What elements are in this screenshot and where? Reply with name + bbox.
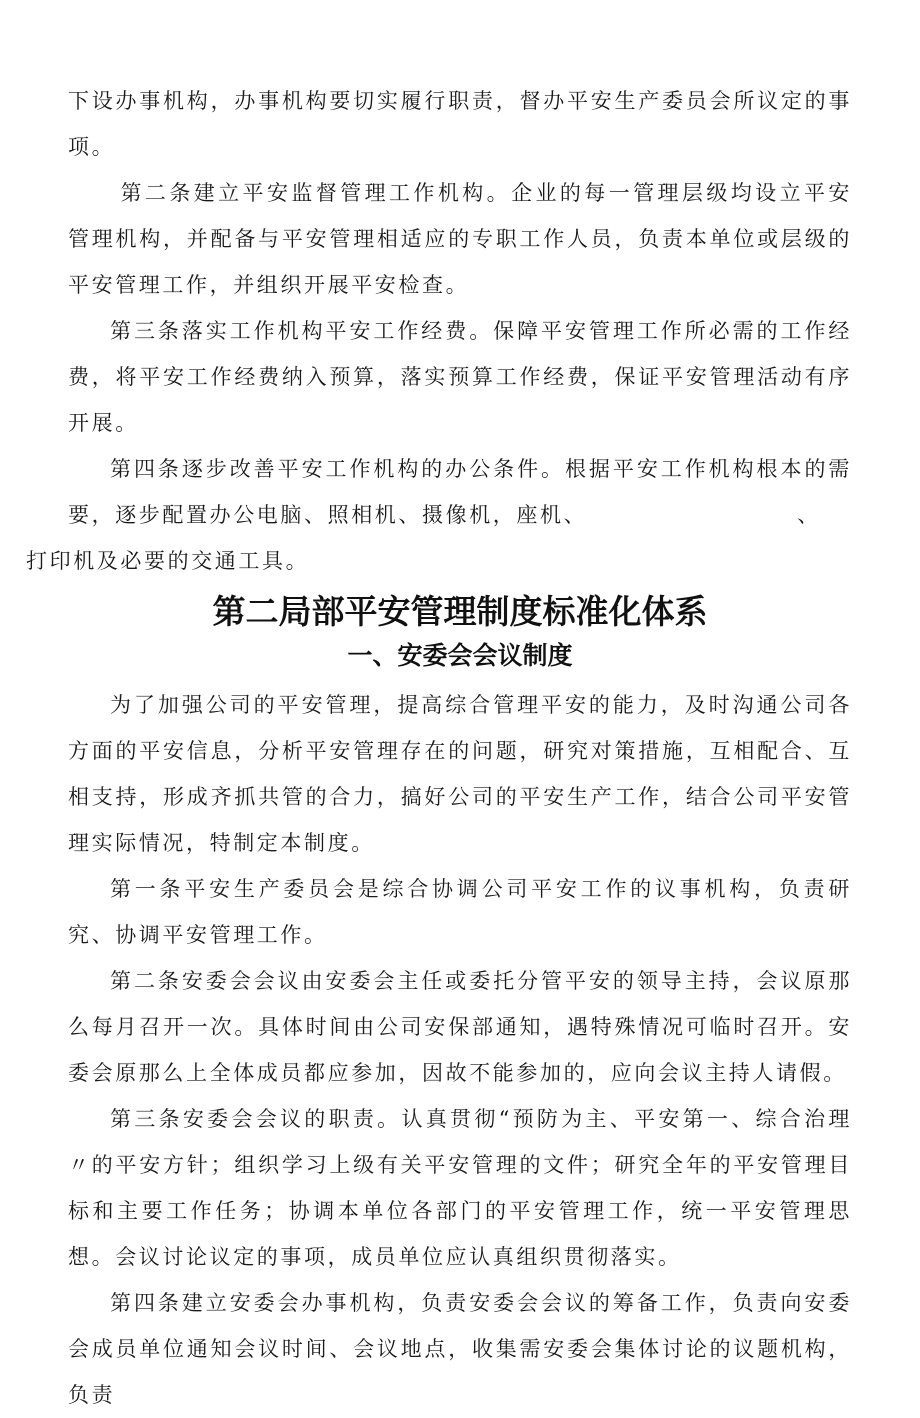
article-4-text-part3: 打印机及必要的交通工具。 (26, 549, 310, 573)
article-4-text-part1: 第四条逐步改善平安工作机构的办公条件。根据平安工作机构根本的需要，逐步配置办公电脑、照相机、摄像机，座机、 (68, 457, 852, 527)
body-article-1-paragraph: 第一条平安生产委员会是综合协调公司平安工作的议事机构，负责研究、协调平安管理工作。 (68, 877, 852, 947)
preamble-paragraph: 为了加强公司的平安管理，提高综合管理平安的能力，及时沟通公司各方面的平安信息，分析平安管理存在的问题，研究对策措施，互相配合、互相支持，形成齐抓共管的合力，搞好公司的平安生产工作，结合公司平安管理实际情况，特制定本制度。 (68, 693, 852, 855)
section-title: 第二局部平安管理制度标准化体系 (212, 592, 708, 631)
section-subtitle: 一、安委会会议制度 (347, 641, 573, 670)
article-3-paragraph: 第三条落实工作机构平安工作经费。保障平安管理工作所必需的工作经费，将平安工作经费纳入预算，落实预算工作经费，保证平安管理活动有序开展。 (68, 319, 852, 435)
document-page (26, 78, 852, 1418)
article-4-paragraph (26, 446, 852, 584)
body-article-2-paragraph: 第二条安委会会议由安委会主任或委托分管平安的领导主持，会议原那么每月召开一次。具体时间由公司安保部通知，遇特殊情况可临时召开。安委会原那么上全体成员都应参加，因故不能参加的，应向会议主持人请假。 (68, 969, 852, 1085)
continuation-paragraph: 下设办事机构，办事机构要切实履行职责，督办平安生产委员会所议定的事项。 (68, 89, 852, 159)
body-article-3-paragraph: 第三条安委会会议的职责。认真贯彻“预防为主、平安第一、综合治理〃的平安方针；组织学习上级有关平安管理的文件；研究全年的平安管理目标和主要工作任务；协调本单位各部门的平安管理工作，统一平安管理思想。会议讨论议定的事项，成员单位应认真组织贯彻落实。 (68, 1107, 852, 1269)
article-2-paragraph: 第二条建立平安监督管理工作机构。企业的每一管理层级均设立平安管理机构，并配备与平安管理相适应的专职工作人员，负责本单位或层级的平安管理工作，并组织开展平安检查。 (68, 181, 852, 297)
article-4-text-part2: 、 (797, 503, 821, 527)
body-article-4-paragraph: 第四条建立安委会办事机构，负责安委会会议的筹备工作，负责向安委会成员单位通知会议时间、会议地点，收集需安委会集体讨论的议题机构，负责 (68, 1291, 852, 1407)
